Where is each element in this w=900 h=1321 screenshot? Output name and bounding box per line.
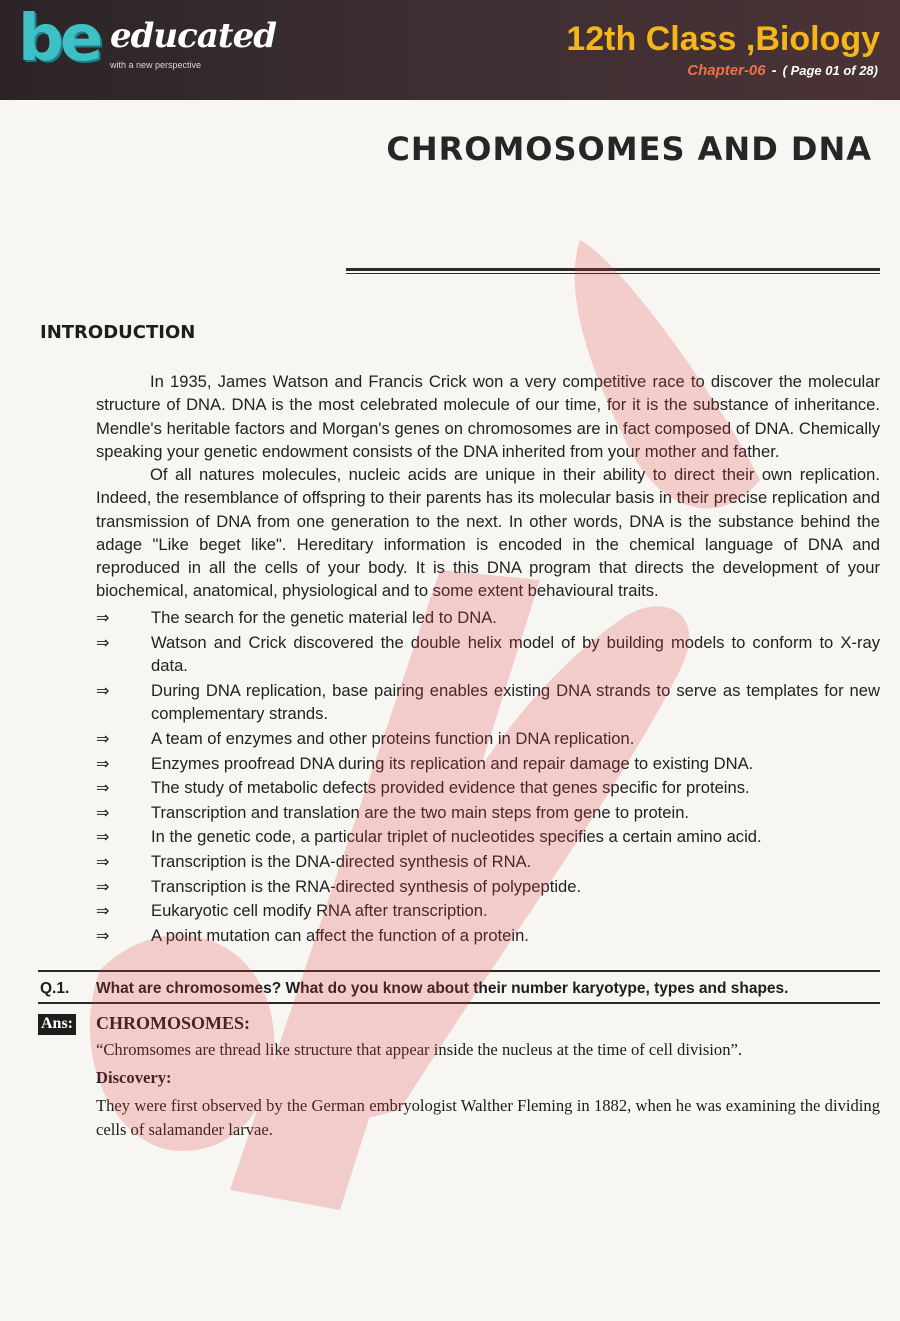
logo-tagline: with a new perspective xyxy=(110,60,202,70)
list-item xyxy=(96,679,880,726)
page-indicator: ( Page 01 of 28) xyxy=(782,63,878,78)
arrow-icon: ⇒ xyxy=(96,753,110,773)
arrow-icon: ⇒ xyxy=(96,728,110,748)
arrow-icon: ⇒ xyxy=(96,632,110,652)
list-item-text: The search for the genetic material led to DNA. xyxy=(151,608,497,627)
list-item-text: A team of enzymes and other proteins function in DNA replication. xyxy=(151,728,635,748)
list-item xyxy=(96,924,880,948)
list-item-text: Watson and Crick discovered the double helix model of by building models to conform to X-ray data. xyxy=(151,632,880,676)
intro-paragraph-1: In 1935, James Watson and Francis Crick won a very competitive race to discover the molecular structure of DNA. DNA is the most celebrated molecule of our time, for it is the substance of inheritance. Mendle's heritable factors and Morgan's genes on chromosomes are in fact composed of DNA. Chemically speaking your genetic endowment consists of the DNA inherited from your mother and father. xyxy=(96,372,880,461)
course-title: 12th Class ,Biology xyxy=(566,20,880,58)
arrow-icon: ⇒ xyxy=(96,876,110,896)
introduction-heading: INTRODUCTION xyxy=(40,322,196,343)
chapter-info xyxy=(687,62,878,79)
beeducated-logo[interactable] xyxy=(12,2,276,94)
list-item-text: A point mutation can affect the function of a protein. xyxy=(151,925,529,945)
arrow-icon: ⇒ xyxy=(96,778,110,798)
intro-paragraph-2: Of all natures molecules, nucleic acids are unique in their ability to direct their own replication. Indeed, the resemblance of offspring to their parents has its molecular basis in their precise replication and transmission of DNA from one generation to the next. In other words, DNA is the substance behind the adage "Like beget like". Hereditary information is encoded in the chemical language of DNA and reproduced in all the cells of your body. It is this DNA program that directs the development of your biochemical, anatomical, physiological and to some extent behavioural traits. xyxy=(96,465,880,601)
answer-heading: CHROMOSOMES: xyxy=(96,1013,251,1033)
title-underline-thin xyxy=(346,273,880,274)
list-item-text: In the genetic code, a particular triplet of nucleotides specifies a certain amino acid. xyxy=(151,827,762,847)
arrow-icon: ⇒ xyxy=(96,680,110,700)
arrow-icon: ⇒ xyxy=(96,925,110,945)
discovery-text: They were first observed by the German embryologist Walther Fleming in 1882, when he was examining the dividing cells of salamander larvae. xyxy=(96,1096,880,1139)
list-item xyxy=(96,825,880,849)
list-item xyxy=(96,801,880,825)
chapter-separator: - xyxy=(771,62,777,79)
question-text: What are chromosomes? What do you know about their number karyotype, types and shapes. xyxy=(96,980,789,997)
arrow-icon: ⇒ xyxy=(96,608,110,627)
list-item xyxy=(96,899,880,923)
chapter-label: Chapter-06 xyxy=(687,62,766,79)
logo-wordmark: educated xyxy=(110,16,276,56)
arrow-icon: ⇒ xyxy=(96,851,110,871)
list-item-text: Transcription is the RNA-directed synthesis of polypeptide. xyxy=(151,876,582,896)
list-item xyxy=(96,850,880,874)
list-item xyxy=(96,875,880,899)
question-rule-top xyxy=(38,970,880,972)
list-item xyxy=(96,606,880,630)
list-item xyxy=(96,776,880,800)
list-item-text: During DNA replication, base pairing enables existing DNA strands to serve as templates for new complementary strands. xyxy=(151,680,880,724)
logo-be-mark: be xyxy=(18,2,100,76)
arrow-icon: ⇒ xyxy=(96,802,110,822)
list-item-text: Enzymes proofread DNA during its replication and repair damage to existing DNA. xyxy=(151,753,754,773)
arrow-icon: ⇒ xyxy=(96,901,110,921)
header-bar xyxy=(0,0,900,100)
list-item-text: The study of metabolic defects provided evidence that genes specific for proteins. xyxy=(151,778,750,798)
question-number: Q.1. xyxy=(40,980,70,997)
arrow-icon: ⇒ xyxy=(96,827,110,847)
list-item xyxy=(96,752,880,776)
chapter-title: CHROMOSOMES AND DNA xyxy=(386,130,872,168)
key-points-list xyxy=(96,606,880,948)
list-item-text: Transcription and translation are the two main steps from gene to protein. xyxy=(151,802,690,822)
chromosome-definition: “Chromsomes are thread like structure that appear inside the nucleus at the time of cell division”. xyxy=(96,1040,743,1059)
list-item xyxy=(96,727,880,751)
question-rule-bottom xyxy=(38,1002,880,1004)
list-item-text: Transcription is the DNA-directed synthesis of RNA. xyxy=(151,851,532,871)
list-item xyxy=(96,631,880,678)
list-item-text: Eukaryotic cell modify RNA after transcription. xyxy=(151,901,488,921)
discovery-heading: Discovery: xyxy=(96,1068,172,1087)
title-underline xyxy=(346,268,880,271)
answer-badge: Ans: xyxy=(38,1014,76,1035)
